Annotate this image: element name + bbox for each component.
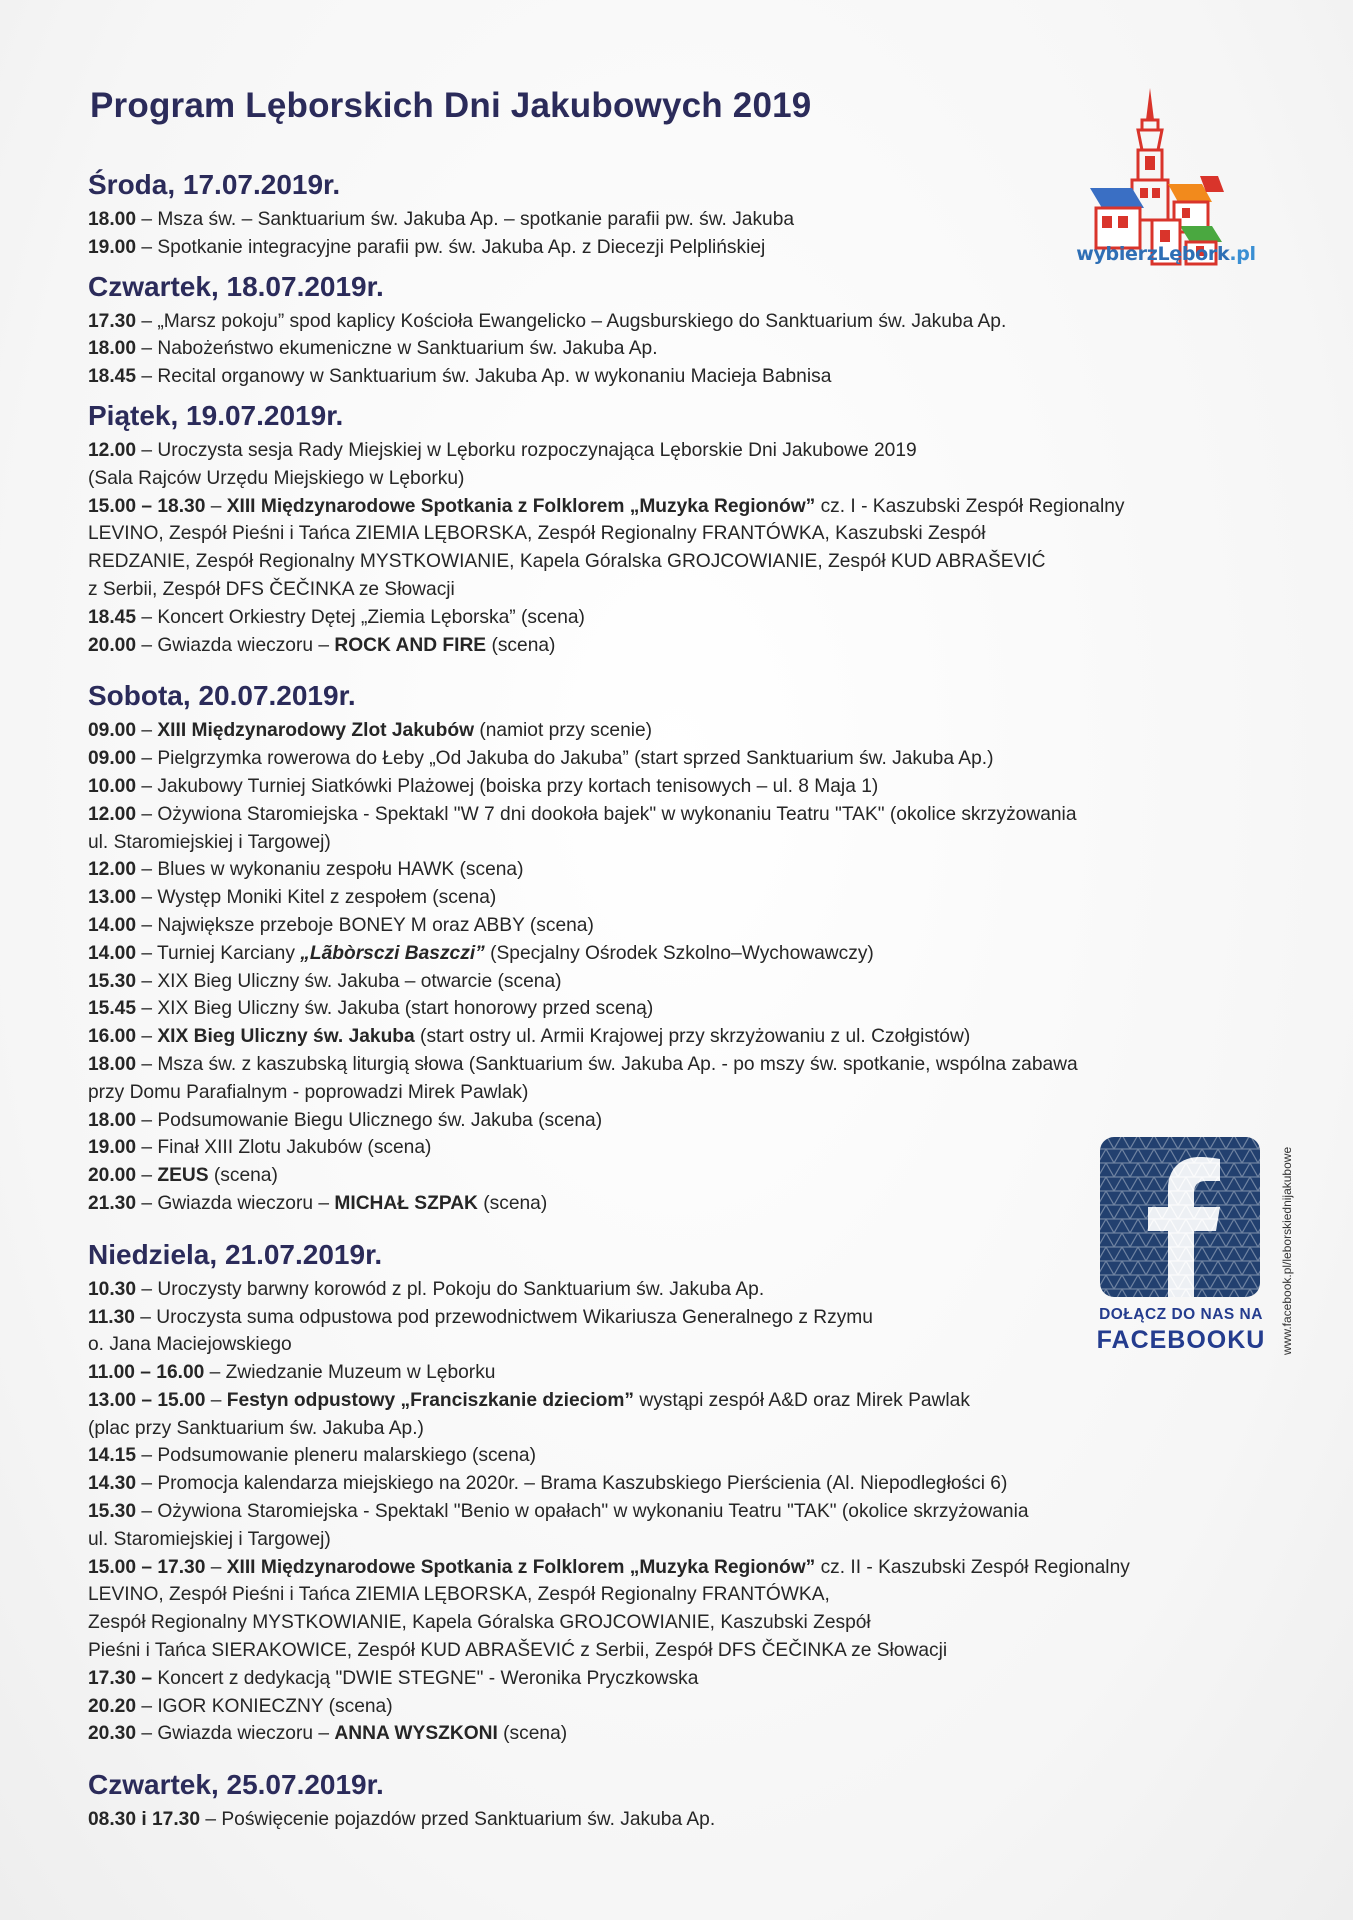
event-line (88, 1637, 1288, 1665)
day-section (88, 266, 1288, 391)
facebook-name-text[interactable]: FACEBOOKU (1096, 1326, 1266, 1354)
day-section (88, 1764, 1288, 1834)
facebook-join-text: DOŁĄCZ DO NAS NA (1099, 1306, 1263, 1323)
event-item (88, 632, 1288, 660)
event-text: – Podsumowanie Biegu Ulicznego św. Jakuba (scena) (136, 1109, 603, 1131)
event-text: – Jakubowy Turniej Siatkówki Plażowej (boiska przy kortach tenisowych – ul. 8 Maja 1) (136, 775, 879, 797)
event-time: 12.00 (88, 859, 137, 881)
event-text: XIII Międzynarodowe Spotkania z Folklorem „Muzyka Regionów” (226, 495, 816, 517)
event-time: 10.00 (88, 775, 137, 797)
event-item (88, 773, 1288, 801)
event-line (88, 1107, 1288, 1135)
program-content (88, 164, 1288, 1834)
event-text: (plac przy Sanktuarium św. Jakuba Ap.) (88, 1417, 424, 1439)
event-text: – Ożywiona Staromiejska - Spektakl "W 7 dni dookoła bajek" w wykonaniu Teatru "TAK" (okolice skrzyżowania (136, 803, 1077, 825)
event-text: Zespół Regionalny MYSTKOWIANIE, Kapela Góralska GROJCOWIANIE, Kaszubski Zespół (88, 1612, 871, 1634)
event-item (88, 604, 1288, 632)
event-text: ROCK AND FIRE (334, 634, 487, 656)
event-line (88, 1387, 1288, 1415)
event-time: 15.00 – 18.30 (88, 495, 206, 517)
event-time: 18.00 (88, 338, 137, 360)
event-text: Festyn odpustowy „Franciszkanie dzieciom” (226, 1389, 635, 1411)
event-text: – Ożywiona Staromiejska - Spektakl "Benio w opałach" w wykonaniu Teatru "TAK" (okolice skrzyżowania (136, 1501, 1029, 1523)
facebook-url[interactable]: www.facebook.pl/leborskiednijakubowe (1280, 1146, 1294, 1355)
event-time: 15.30 (88, 1501, 137, 1523)
event-line (88, 437, 1288, 465)
event-text: – Uroczysta sesja Rady Miejskiej w Lęborku rozpoczynająca Lęborskie Dni Jakubowe 2019 (136, 439, 917, 461)
event-text: REDZANIE, Zespół Regionalny MYSTKOWIANIE, Kapela Góralska GROJCOWIANIE, Zespół KUD ABRAŠEVIĆ (88, 551, 1046, 573)
event-text: (scena) (486, 634, 556, 656)
event-text: (Specjalny Ośrodek Szkolno–Wychowawczy) (484, 942, 874, 964)
event-item (88, 940, 1288, 968)
event-item (88, 912, 1288, 940)
event-line (88, 1554, 1288, 1582)
event-item (88, 856, 1288, 884)
event-text: – Uroczysta suma odpustowa pod przewodnictwem Wikariusza Generalnego z Rzymu (134, 1306, 873, 1328)
event-item (88, 1693, 1288, 1721)
event-time: 14.00 (88, 914, 137, 936)
event-text: MICHAŁ SZPAK (334, 1192, 478, 1214)
event-time: 16.00 (88, 1026, 137, 1048)
event-line (88, 1051, 1288, 1079)
day-heading: Czwartek, 25.07.2019r. (88, 1769, 384, 1801)
event-line (88, 1359, 1288, 1387)
event-text: – (136, 1026, 158, 1048)
event-time: 19.00 (88, 1137, 137, 1159)
event-time: 18.45 (88, 606, 137, 628)
event-line (88, 940, 1288, 968)
event-time: 15.30 (88, 970, 137, 992)
event-text: wystąpi zespół A&D oraz Mirek Pawlak (634, 1389, 970, 1411)
event-line (88, 1665, 1288, 1693)
event-text: „Lãbòrsczi Baszczi” (300, 942, 485, 964)
event-text: – Gwiazda wieczoru – (136, 1723, 335, 1745)
event-line (88, 856, 1288, 884)
event-item (88, 995, 1288, 1023)
event-text: – (205, 495, 227, 517)
event-line (88, 465, 1288, 493)
event-line (88, 1415, 1288, 1443)
event-item (88, 884, 1288, 912)
event-time: 18.00 (88, 209, 137, 230)
event-time: 12.00 (88, 803, 137, 825)
event-time: 13.00 – 15.00 (88, 1389, 206, 1411)
event-text: – XIX Bieg Uliczny św. Jakuba – otwarcie (scena) (136, 970, 562, 992)
event-text: – Podsumowanie pleneru malarskiego (scena) (136, 1445, 536, 1467)
event-time: 18.00 (88, 1053, 137, 1075)
event-text: Koncert z dedykacją "DWIE STEGNE" - Weronika Pryczkowska (152, 1667, 699, 1689)
event-line (88, 829, 1288, 857)
event-text: ul. Staromiejskiej i Targowej) (88, 831, 331, 853)
event-time: 17.30 – (88, 1667, 153, 1689)
event-item (88, 717, 1288, 745)
event-item (88, 1554, 1288, 1665)
event-line (88, 995, 1288, 1023)
event-time: 14.00 (88, 942, 137, 964)
event-line (88, 773, 1288, 801)
event-time: 12.00 (88, 439, 137, 461)
event-item (88, 1665, 1288, 1693)
event-time: 20.00 (88, 1165, 137, 1187)
logo-text-a: wybierz (1076, 243, 1158, 265)
event-text: (start ostry ul. Armii Krajowej przy skrzyżowaniu z ul. Czołgistów) (414, 1026, 971, 1048)
event-item (88, 1720, 1288, 1748)
event-line (88, 1806, 1288, 1834)
event-text: cz. I - Kaszubski Zespół Regionalny (815, 495, 1125, 517)
event-line (88, 1470, 1288, 1498)
event-item (88, 1107, 1288, 1135)
event-time: 15.00 – 17.30 (88, 1556, 206, 1578)
event-time: 11.30 (88, 1306, 135, 1328)
event-line (88, 234, 1288, 262)
event-text: cz. II - Kaszubski Zespół Regionalny (815, 1556, 1130, 1578)
event-time: 20.00 (88, 634, 137, 656)
event-text: – Uroczysty barwny korowód z pl. Pokoju do Sanktuarium św. Jakuba Ap. (136, 1278, 765, 1300)
event-text: – (205, 1389, 227, 1411)
event-text: – Pielgrzymka rowerowa do Łeby „Od Jakuba do Jakuba” (start sprzed Sanktuarium św. Jakuba Ap.) (136, 748, 994, 770)
event-line (88, 1023, 1288, 1051)
facebook-icon[interactable] (1098, 1135, 1262, 1299)
event-text: z Serbii, Zespół DFS ČEČINKA ze Słowacji (88, 578, 455, 600)
event-time: 10.30 (88, 1278, 137, 1300)
event-line (88, 968, 1288, 996)
day-gap (88, 659, 1288, 675)
event-text: o. Jana Maciejowskiego (88, 1334, 292, 1356)
event-text: (scena) (497, 1723, 568, 1745)
event-text: – Msza św. z kaszubską liturgią słowa (Sanktuarium św. Jakuba Ap. - po mszy św. spotkanie, wspólna zabawa (136, 1053, 1078, 1075)
event-line (88, 520, 1288, 548)
event-text: – Msza św. – Sanktuarium św. Jakuba Ap. – spotkanie parafii pw. św. Jakuba (136, 209, 795, 230)
event-time: 14.15 (88, 1445, 137, 1467)
event-item (88, 1359, 1288, 1387)
event-line (88, 632, 1288, 660)
event-line (88, 206, 1288, 234)
event-item (88, 308, 1288, 336)
event-line (88, 745, 1288, 773)
event-time: 18.45 (88, 366, 137, 388)
event-text: – Turniej Karciany (136, 942, 301, 964)
day-heading: Środa, 17.07.2019r. (88, 169, 341, 200)
event-item (88, 1806, 1288, 1834)
day-heading: Sobota, 20.07.2019r. (88, 680, 356, 712)
event-time: 20.30 (88, 1723, 137, 1745)
event-line (88, 335, 1288, 363)
event-line (88, 1693, 1288, 1721)
day-section (88, 395, 1288, 659)
event-line (88, 912, 1288, 940)
event-text: – XIX Bieg Uliczny św. Jakuba (start honorowy przed sceną) (136, 998, 654, 1020)
event-item (88, 1387, 1288, 1443)
day-section (88, 164, 1288, 262)
event-item (88, 745, 1288, 773)
event-text: (Sala Rajców Urzędu Miejskiego w Lęborku) (88, 467, 465, 489)
event-text: XIII Międzynarodowy Zlot Jakubów (157, 720, 474, 742)
event-text: ANNA WYSZKONI (334, 1723, 498, 1745)
event-item (88, 1023, 1288, 1051)
day-heading: Czwartek, 18.07.2019r. (88, 270, 384, 302)
event-text: XIII Międzynarodowe Spotkania z Folklorem „Muzyka Regionów” (226, 1556, 816, 1578)
event-text: – Spotkanie integracyjne parafii pw. św. Jakuba Ap. z Diecezji Pelplińskiej (136, 236, 766, 258)
event-line (88, 717, 1288, 745)
event-line (88, 576, 1288, 604)
event-line (88, 1581, 1288, 1609)
event-text: – Finał XIII Zlotu Jakubów (scena) (136, 1137, 432, 1159)
event-text: – IGOR KONIECZNY (scena) (136, 1695, 393, 1717)
event-item (88, 206, 1288, 234)
event-time: 20.20 (88, 1695, 137, 1717)
event-time: 18.00 (88, 1109, 137, 1131)
event-text: XIX Bieg Uliczny św. Jakuba (157, 1026, 415, 1048)
event-text: ul. Staromiejskiej i Targowej) (88, 1528, 331, 1550)
event-text: LEVINO, Zespół Pieśni i Tańca ZIEMIA LĘBORSKA, Zespół Regionalny FRANTÓWKA, Kaszubski Zespół (88, 523, 986, 545)
event-time: 09.00 (88, 720, 137, 742)
event-item (88, 1498, 1288, 1554)
event-text: – Recital organowy w Sanktuarium św. Jakuba Ap. w wykonaniu Macieja Babnisa (136, 366, 832, 388)
logo-text-b: Lębork (1157, 243, 1230, 265)
logo-text-c: .pl (1229, 243, 1256, 265)
event-text: – (205, 1556, 227, 1578)
event-time: 14.30 (88, 1473, 137, 1495)
event-text: – Nabożeństwo ekumeniczne w Sanktuarium św. Jakuba Ap. (136, 338, 658, 360)
event-text: LEVINO, Zespół Pieśni i Tańca ZIEMIA LĘBORSKA, Zespół Regionalny FRANTÓWKA, (88, 1584, 830, 1606)
event-item (88, 363, 1288, 391)
event-line (88, 363, 1288, 391)
event-line (88, 801, 1288, 829)
day-heading: Piątek, 19.07.2019r. (88, 399, 344, 431)
event-line (88, 308, 1288, 336)
event-text: (scena) (477, 1192, 548, 1214)
event-text: – Gwiazda wieczoru – (136, 1192, 335, 1214)
event-item (88, 1051, 1288, 1107)
event-text: – Zwiedzanie Muzeum w Lęborku (204, 1362, 496, 1384)
event-text: (scena) (208, 1165, 278, 1187)
event-text: – Koncert Orkiestry Dętej „Ziemia Lęborska” (scena) (136, 606, 585, 628)
event-line (88, 1720, 1288, 1748)
event-text: ZEUS (157, 1165, 209, 1187)
event-time: 13.00 (88, 887, 137, 909)
day-heading: Niedziela, 21.07.2019r. (88, 1238, 383, 1270)
event-item (88, 801, 1288, 857)
event-time: 21.30 (88, 1192, 137, 1214)
event-line (88, 604, 1288, 632)
event-time: 09.00 (88, 748, 137, 770)
event-time: 15.45 (88, 998, 137, 1020)
event-time: 11.00 – 16.00 (88, 1362, 205, 1384)
page-title: Program Lęborskich Dni Jakubowych 2019 (90, 86, 812, 125)
event-time: 19.00 (88, 236, 137, 258)
event-line (88, 1498, 1288, 1526)
event-text: przy Domu Parafialnym - poprowadzi Mirek Pawlak) (88, 1081, 529, 1103)
event-line (88, 1079, 1288, 1107)
event-text: – Promocja kalendarza miejskiego na 2020r. – Brama Kaszubskiego Pierścienia (Al. Niepodległości 6) (136, 1473, 1008, 1495)
event-line (88, 493, 1288, 521)
event-time: 17.30 (88, 310, 137, 332)
event-text: – Blues w wykonaniu zespołu HAWK (scena) (136, 859, 524, 881)
event-line (88, 1526, 1288, 1554)
event-text: – Największe przeboje BONEY M oraz ABBY (scena) (136, 914, 594, 936)
event-item (88, 1470, 1288, 1498)
event-line (88, 1442, 1288, 1470)
event-item (88, 335, 1288, 363)
day-gap (88, 1748, 1288, 1764)
event-line (88, 884, 1288, 912)
event-item (88, 234, 1288, 262)
event-text: – (136, 1165, 158, 1187)
event-line (88, 548, 1288, 576)
event-item (88, 968, 1288, 996)
event-text: – Występ Moniki Kitel z zespołem (scena) (136, 887, 497, 909)
event-item (88, 437, 1288, 493)
event-text: – „Marsz pokoju” spod kaplicy Kościoła Ewangelicko – Augsburskiego do Sanktuarium św. Jakuba Ap. (136, 310, 1007, 332)
event-item (88, 493, 1288, 604)
event-text: (namiot przy scenie) (474, 720, 653, 742)
event-text: – Gwiazda wieczoru – (136, 634, 335, 656)
event-time: 08.30 i 17.30 (88, 1809, 201, 1831)
event-item (88, 1442, 1288, 1470)
event-line (88, 1609, 1288, 1637)
event-text: Pieśni i Tańca SIERAKOWICE, Zespół KUD ABRAŠEVIĆ z Serbii, Zespół DFS ČEČINKA ze Słowacji (88, 1640, 948, 1662)
event-text: – Poświęcenie pojazdów przed Sanktuarium św. Jakuba Ap. (200, 1809, 716, 1831)
event-text: – (136, 720, 158, 742)
